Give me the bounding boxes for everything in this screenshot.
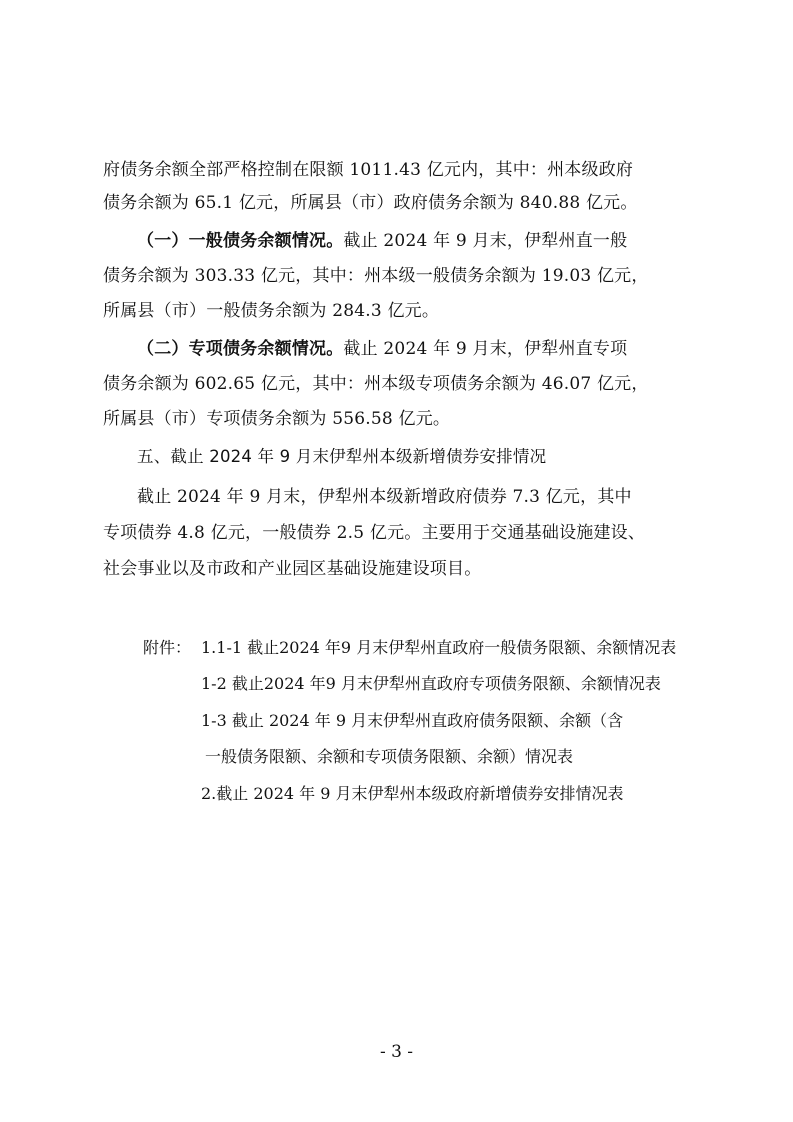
attachment-item: 1.1-1 截止2024 年9 月末伊犁州直政府一般债务限额、余额情况表 xyxy=(201,638,677,657)
attachment-item: 1-2 截止2024 年9 月末伊犁州直政府专项债务限额、余额情况表 xyxy=(201,674,661,693)
attachment-item: 2.截止 2024 年 9 月末伊犁州本级政府新增债券安排情况表 xyxy=(201,784,624,803)
attachments-label: 附件： xyxy=(143,638,192,657)
attachment-item: 1-3 截止 2024 年 9 月末伊犁州直政府债务限额、余额（含 xyxy=(201,711,624,730)
paragraph-line: 社会事业以及市政和产业园区基础设施建设项目。 xyxy=(103,559,482,579)
paragraph-line: 所属县（市）专项债务余额为 556.58 亿元。 xyxy=(103,409,451,429)
paragraph-line: 债务余额为 65.1 亿元，所属县（市）政府债务余额为 840.88 亿元。 xyxy=(103,193,638,213)
section-five-heading: 五、截止 2024 年 9 月末伊犁州本级新增债券安排情况 xyxy=(137,447,547,466)
section-one-line xyxy=(137,231,727,251)
paragraph-line: 债务余额为 303.33 亿元，其中：州本级一般债务余额为 19.03 亿元， xyxy=(103,266,649,286)
paragraph-line: 截止 2024 年 9 月末，伊犁州本级新增政府债券 7.3 亿元，其中 xyxy=(137,487,632,507)
paragraph-line: 所属县（市）一般债务余额为 284.3 亿元。 xyxy=(103,301,440,321)
section-two-line xyxy=(137,339,727,359)
paragraph-line: 债务余额为 602.65 亿元，其中：州本级专项债务余额为 46.07 亿元， xyxy=(103,374,649,394)
section-two-text: 截止 2024 年 9 月末，伊犁州直专项 xyxy=(343,339,628,359)
section-one-text: 截止 2024 年 9 月末，伊犁州直一般 xyxy=(343,231,628,251)
paragraph-line: 府债务余额全部严格控制在限额 1011.43 亿元内，其中：州本级政府 xyxy=(103,160,634,180)
attachment-item: 一般债务限额、余额和专项债务限额、余额）情况表 xyxy=(205,747,574,766)
section-two-heading: （二）专项债务余额情况。 xyxy=(137,339,344,359)
page-number: - 3 - xyxy=(379,1042,414,1062)
paragraph-line: 专项债券 4.8 亿元，一般债券 2.5 亿元。主要用于交通基础设施建设、 xyxy=(103,523,646,543)
section-one-heading: （一）一般债务余额情况。 xyxy=(137,231,344,251)
